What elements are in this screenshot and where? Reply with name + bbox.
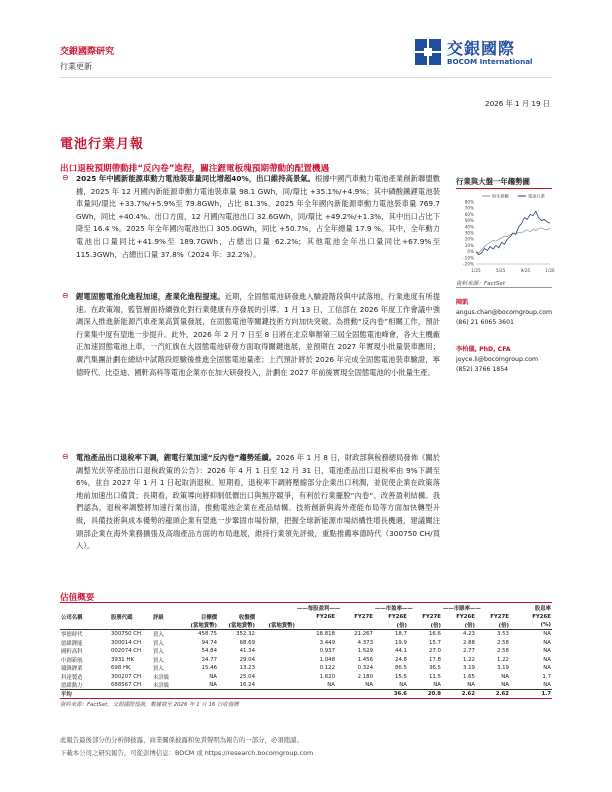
table-cell: 2.77 [462,648,475,655]
paragraph-1-body: 根據中國汽車動力電池產業創新聯盟數據，2025 年 12 月國內新能源車動力電池裝車量 98.1 GWh，同/環比 +35.1%/+4.9%；其中磷酸鐵鋰電池裝車量同/環比 +33.7%/+5.9%至 79.8GWh，占比 81.3%。2025 年全年國內新能源車動力電池裝車量 769.7 GWh，同比 +40.4%。出口方面，12 月國內電池出口 32.6GWh，同/環比 +49.2%/+1.3%，其中出口占比下降至 16.4 %。2025 年全年國內電池出口 305.0GWh，同比 +50.7%，占全年總量 17.9 %。其中，全年動力電池出口量同比+41.9%至 189.7GWh，占總出口量 62.2%；其他電池全年出口量同比+67.9%至 115.3GWh，占總出口量 37.8%（2024 年：32.2%）。 [76,174,440,259]
table-header-row [60,604,552,613]
paragraph-2 [76,291,440,379]
table-cell: 11.5 [428,674,441,681]
table-cell: 贛鋒鋰業 [61,666,83,673]
footer-download: 下載本公司之研究報告，可從彭博信息：BOCM 或 https://research.bocomgroup.com [60,749,314,757]
x-tick-label: 5/25 [495,268,506,273]
paragraph-3 [76,452,440,553]
table-header-cell: (當地貨幣) [190,623,217,630]
table-cell [110,690,152,699]
table-cell: 科達製造 [61,675,83,682]
table-cell: 300014 CH [111,639,142,646]
table-cell: 1.620 [319,674,335,681]
y-tick-label: 80% [464,199,474,205]
table-cell: NA [543,631,551,638]
y-tick-label: 10% [464,242,474,248]
sidebar-chart-title: 行業與大盤一年趨勢圖 [456,177,530,186]
table-cell: 68.69 [239,639,255,646]
table-header-cell [110,621,152,630]
series-line-1 [476,211,550,254]
table-cell: 458.75 [198,631,217,638]
table-cell: 36.6 [393,691,407,698]
table-cell: 1.65 [462,674,475,681]
y-tick-label: 40% [464,224,474,230]
table-cell: 18.7 [394,631,407,638]
table-cell: 15.5 [394,674,407,681]
table-header-cell [296,621,336,630]
table-cell [256,647,296,656]
analyst-phone: (86) 21 6065 3601 [456,319,514,326]
sidebar-chart-title-rule [456,188,552,189]
chart-source-rule [456,287,552,288]
table-cell: 0.324 [357,665,373,672]
table-row [60,647,552,656]
table-cell: 國軒高科 [61,649,83,656]
table-cell: NA [543,682,551,689]
bocom-logo-icon [415,39,441,67]
table-cell: 2.62 [495,691,509,698]
table-cell: 15.7 [428,639,441,646]
valuation-title: 估值概要 [60,593,95,603]
paragraph-1 [76,173,440,261]
table-header-cell [476,604,510,613]
table-row [60,656,552,665]
y-tick-label: 20% [464,236,474,242]
valuation-top-rule [60,602,552,603]
table-header-cell: (倍) [464,623,475,630]
table-cell: NA [543,648,551,655]
table-header-cell: 收盤價 [238,614,255,621]
table-cell: 買入 [153,649,164,656]
table-cell: NA [467,682,475,689]
trend-chart [454,192,554,276]
bullet-icon: ⊖ [62,173,69,182]
table-cell: 002074 CH [111,648,142,655]
table-cell [256,638,296,647]
table-cell: 13.23 [239,665,255,672]
table-cell: NA [327,682,335,689]
table-header-cell [180,604,218,613]
table-cell [296,690,336,699]
valuation-table-body [60,604,552,699]
table-cell: 25.04 [239,674,255,681]
table-header-cell: FY27E [490,613,509,620]
y-tick-label: 30% [464,230,474,236]
table-cell: 2.58 [496,648,509,655]
table-cell: NA [501,674,509,681]
table-cell: 54.84 [201,648,217,655]
table-cell: 3.19 [462,665,475,672]
table-cell: 688567 CH [111,682,142,689]
table-cell [152,690,180,699]
table-cell: 1.529 [357,648,373,655]
table-header-cell: (倍) [498,623,509,630]
y-tick-label: -10% [463,255,474,261]
analyst-phone: (852) 3766 1854 [456,366,509,373]
logo-en-text: BOCOM International [447,57,533,66]
table-header-cell [256,613,296,622]
table-cell: 2.88 [462,639,475,646]
table-cell: NA [501,682,509,689]
table-cell: 3931 HK [111,656,135,663]
report-date: 2026 年 1 月 19 日 [485,99,550,108]
table-cell [256,664,296,673]
table-header-cell: (%) [540,622,551,629]
table-header-cell [152,621,180,630]
legend-label: 電池行業 [528,193,545,199]
report-type: 行業更新 [60,62,92,71]
table-cell: 中創新航 [61,657,83,664]
table-cell: 17.8 [428,656,441,663]
table-header-cell [60,621,110,630]
table-header-cell: FY26E [532,613,551,620]
table-cell [256,656,296,665]
table-cell: 352.32 [236,631,255,638]
table-cell: 未評級 [153,683,170,690]
table-cell: NA [365,682,373,689]
table-cell: 億緯動力 [61,683,83,690]
table-cell: NA [543,665,551,672]
table-cell: 44.1 [394,648,407,655]
table-header-cell: 評級 [153,614,164,621]
y-tick-label: 50% [464,218,474,224]
table-cell: 94.74 [201,639,217,646]
table-cell: 1.7 [542,674,551,681]
analyst-email[interactable]: joyce.li@bocomgroup.com [456,356,539,363]
table-cell [218,690,256,699]
y-tick-label: 70% [464,205,474,211]
x-tick-label: 1/26 [545,268,555,273]
table-header-cell: FY27E [422,613,441,620]
table-header-row [60,613,552,622]
table-header-cell [60,604,110,613]
paragraph-2-body: 近期，全固態電池研發進入驗證階段與中試落地，行業進度有所提速。在政策端，監管層面持續強化對行業健康有序發展的引導。1 月 13 日，工信部在 2026 年度工作會議中強調深入推進新能源汽車產業高質量發展，在固態電池等關鍵技術方向加快突破。為推動“反內卷”相關工作，預計行業集中度有望進一步提升。此外，2026 年 2 月 7 日至 8 日將在北京舉辦第三屆全固態電池峰會，各大主機廠正加速固態電池上車，一汽紅旗在大固態電池研發方面取得關鍵進展，並預期在 2027 年實現小批量裝車應用；廣汽集團計劃在總結中試階段經驗後推進全固態電池量產；上汽預計將於 2026 年完成全固態電池裝車驗證，寧德時代、比亞迪、國軒高科等電池企業亦在加大研發投入，計劃在 2027 年前後實現全固態電池的小批量生產。 [76,292,440,377]
x-tick-label: 9/25 [520,268,531,273]
table-cell: NA [399,682,407,689]
table-header-cell: ——市賬率—— [443,606,481,613]
table-cell: 1.7 [541,691,551,698]
table-cell: NA [543,656,551,663]
table-cell: 300207 CH [111,674,142,681]
valuation-source: 資料來源：FactSet，交銀國際預測，數據截至 2026 年 1 月 16 日收盤價 [60,702,239,708]
table-cell: 平均 [61,692,72,699]
table-cell: 15.46 [201,665,217,672]
footer-disclaimer: 此報告最後部分的分析師披露、商業關係披露和免責聲明為報告的一部分，必須閱讀。 [60,736,303,744]
table-header-cell: FY26E [316,613,335,620]
table-cell [180,690,218,699]
table-header-cell [152,604,180,613]
table-header-row [60,621,552,630]
table-cell: 2.62 [461,691,475,698]
table-cell: NA [209,682,217,689]
analyst-card [456,345,538,375]
table-cell: 4.373 [357,639,373,646]
table-cell: 24.77 [201,656,217,663]
table-cell: 20.8 [427,691,441,698]
table-cell [256,630,296,639]
table-cell: 18.818 [316,631,335,638]
table-cell: 買入 [153,632,164,639]
table-cell: 3.449 [319,639,335,646]
table-header-cell: 股息率 [534,606,551,613]
table-header-cell [336,621,374,630]
table-cell: 19.9 [394,639,407,646]
table-cell: 36.5 [428,665,441,672]
company-logo [415,36,555,70]
table-cell: 1.22 [462,656,475,663]
table-cell: 1.22 [496,656,509,663]
table-header-cell: (當地貨幣) [268,623,295,630]
y-tick-label: 60% [464,211,474,217]
table-cell: 買入 [153,657,164,664]
table-row [60,673,552,682]
paragraph-1-lead: 2025 年中國新能源車動力電池裝車量同比增超40%，出口維持高景氣。 [76,174,316,183]
legend-label: 恒生指數 [492,193,509,199]
table-cell: NA [543,639,551,646]
table-cell: 3.19 [496,665,509,672]
bullet-icon: ⊖ [62,291,69,300]
paragraph-2-lead: 鋰電固態電池化進程加速，產業化進程提速。 [76,292,225,301]
table-cell: 0.122 [319,665,335,672]
section-title: 電池行業月報 [60,137,145,152]
x-tick-label: 1/25 [471,268,481,273]
analyst-name: 李柏儀, PhD, CFA [456,346,511,353]
table-row [60,664,552,673]
paragraph-3-lead: 電池產品出口退稅率下調，鋰電行業加速“反內卷”趨勢延續。 [76,453,276,462]
table-header-cell [336,604,374,613]
paragraph-3-body: 2026 年 1 月 8 日，財政部與稅務總局發佈《關於調整光伏等產品出口退稅政策的公告》：2026 年 4 月 1 日至 12 月 31 日，電池產品出口退稅率由 9%下調至 6%，並自 2027 年 1 月 1 日起取消退稅。短期看，退稅率下調將壓縮部分企業出口利潤，並促使企業在政策落地前加速出口備貨；長期看，政策導向將抑制低價出口與無序競爭，有利於行業擺脫“內卷”、改善盈利結構。我們認為，退稅率調整將加速行業出清，推動電池企業在產品結構、技術創新與海外產能布局等方面加快轉型升級，具備技術與成本優勢的龍頭企業有望進一步鞏固市場份額，把握全球新能源市場結構性增長機遇，建議關注頭部企業在海外業務擴張及高端產品方面的布局進展，維持行業領先評級，重點推薦寧德時代（300750 CH/買入）。 [76,453,441,551]
table-cell: 寧德時代 [61,632,83,639]
table-cell: 86.5 [394,665,407,672]
table-cell: NA [209,674,217,681]
table-header-cell [218,604,256,613]
valuation-table [60,604,552,699]
table-cell: 0.937 [319,648,335,655]
table-cell [256,673,296,682]
table-cell: 21.267 [354,631,373,638]
table-cell [256,690,296,699]
table-cell: 29.04 [239,656,255,663]
y-tick-label: -20% [463,261,474,267]
table-header-cell: 股票代碼 [111,614,133,621]
table-cell: 16.6 [428,631,441,638]
table-row [60,681,552,690]
table-header-cell: (當地貨幣) [228,623,255,630]
table-header-cell: 公司名稱 [61,614,83,621]
table-row [60,638,552,647]
table-cell: 300750 CH [111,631,142,638]
table-cell: 買入 [153,640,164,647]
table-cell: 3.53 [496,631,509,638]
table-header-cell: 目標價 [200,614,217,621]
table-header-cell [408,604,442,613]
y-tick-label: 0% [467,249,474,255]
table-cell: 2.58 [496,639,509,646]
table-cell: 698 HK [111,665,131,672]
table-cell: 未評級 [153,675,170,682]
chart-source: 資料來源：FactSet [456,281,506,287]
brand-left-title: 交銀國際研究 [60,47,115,57]
table-cell: 41.34 [239,648,255,655]
header-divider [60,77,552,78]
table-cell: 億緯鋰能 [61,640,83,647]
table-cell: 16.24 [239,682,255,689]
table-header-cell: FY27E [354,613,373,620]
table-header-cell [110,604,152,613]
table-header-cell: FY26E [456,613,475,620]
table-cell: 24.8 [394,656,407,663]
series-line-0 [476,228,550,253]
table-cell: NA [433,682,441,689]
table-cell: 1.456 [357,656,373,663]
table-header-cell: (倍) [430,623,441,630]
valuation-table-wrap [60,604,552,699]
table-cell [256,681,296,690]
analyst-name: 陳凱 [456,299,469,306]
table-cell: 1.048 [319,656,335,663]
table-cell [336,690,374,699]
table-cell: 4.23 [462,631,475,638]
table-header-cell [256,604,296,613]
bullet-icon: ⊖ [62,452,69,461]
table-row [60,630,552,639]
headline: 出口退稅預期帶動排“反內卷”進程，關注鋰電板塊預期帶動的配置機遇 [60,164,330,174]
table-cell: 買入 [153,666,164,673]
table-header-cell: FY26E [388,613,407,620]
analyst-email[interactable]: angus.chan@bocomgroup.com [456,309,553,316]
table-header-cell: ——市盈率—— [375,606,413,613]
table-header-cell: ——每股盈利—— [297,606,341,613]
analyst-card [456,298,552,328]
table-row [60,690,552,699]
logo-cn-text: 交銀國際 [447,39,516,58]
brand-header [60,44,114,72]
table-cell: 2.180 [357,674,373,681]
table-cell: 27.0 [428,648,441,655]
table-header-cell: (倍) [396,623,407,630]
